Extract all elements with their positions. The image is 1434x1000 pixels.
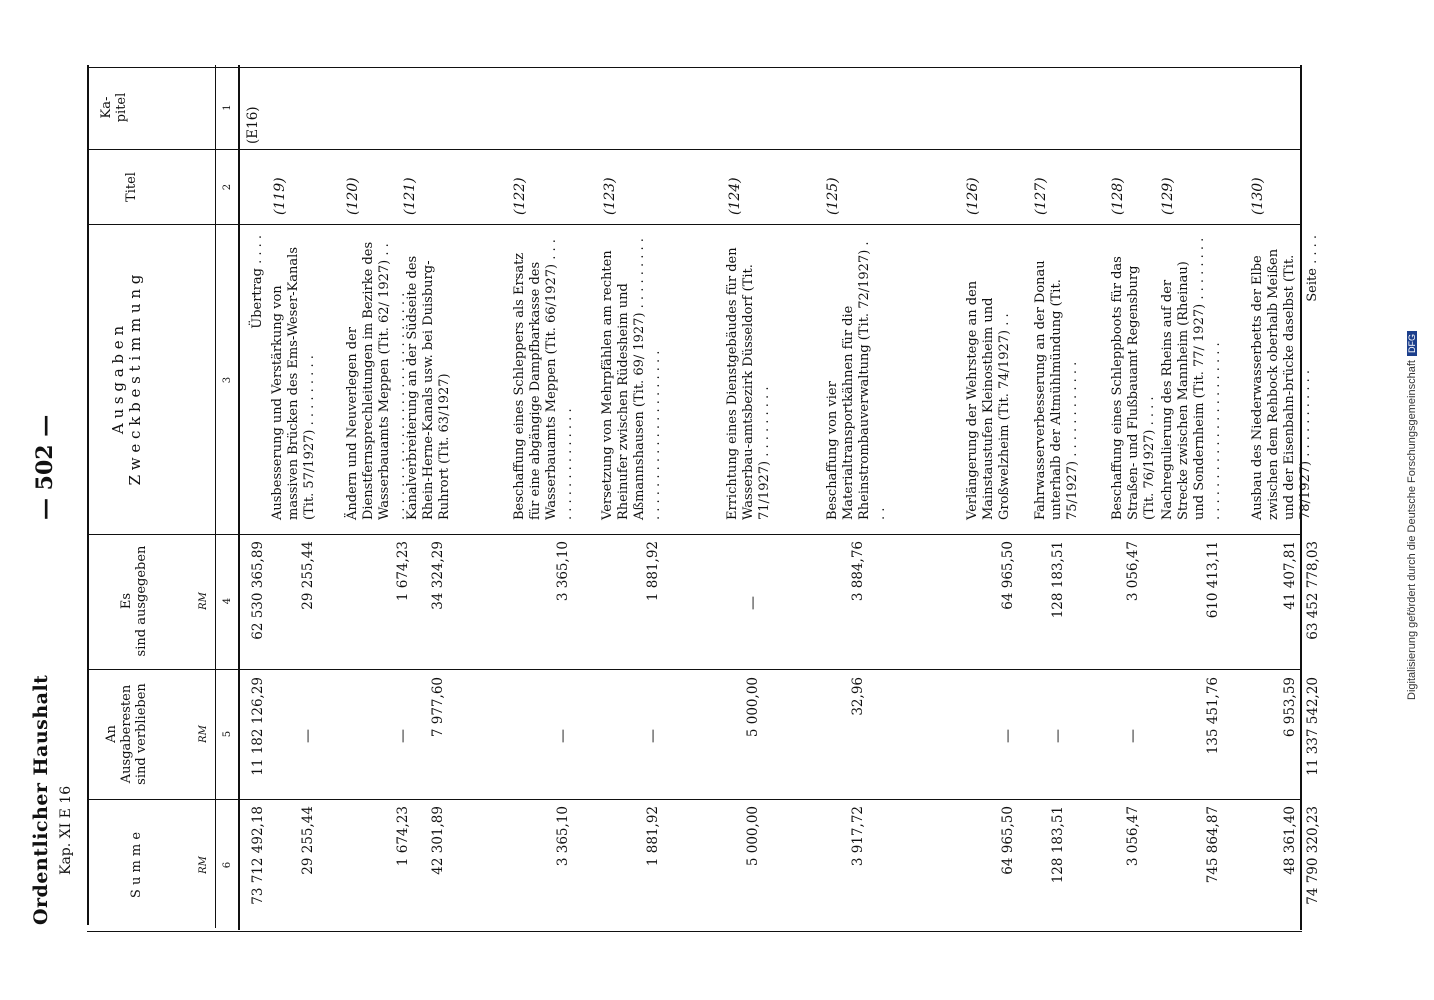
row-124-reste: 5 000,00 <box>745 677 761 738</box>
row-129-reste: 135 451,76 <box>1205 677 1221 755</box>
row-122-ausgegeben: 3 365,10 <box>555 541 571 602</box>
col-header-ausgegeben: Es sind ausgegeben <box>119 545 149 657</box>
row-120-summe: 1 674,23 <box>395 806 411 867</box>
seite-label: Seite . . . . <box>1305 235 1320 302</box>
row-128-ausgegeben: 3 056,47 <box>1125 541 1141 602</box>
col-rule-right <box>87 931 1302 932</box>
row-120-ausgegeben: 1 674,23 <box>395 541 411 602</box>
row-126-ausgegeben: 64 965,50 <box>1000 541 1016 610</box>
row-129-titel: (129) <box>1160 177 1176 215</box>
row-123-desc: Versetzung von Mehrpfählen am rechten Rheinufer zwischen Rüdesheim und Aßmannshausen (Tit. 69/ 1927) . . . . . . . . . . . . . . . . . . . . . . . . . . . . . . <box>600 238 663 520</box>
row-130-titel: (130) <box>1250 177 1266 215</box>
row-120-reste: — <box>395 729 411 743</box>
row-uebertrag-ausgegeben: 62 530 365,89 <box>250 541 266 640</box>
row-119-ausgegeben: 29 255,44 <box>300 541 316 610</box>
table-top-rule <box>87 65 89 925</box>
col-header-summe: S u m m e <box>129 831 144 899</box>
row-127-reste: — <box>1050 729 1066 743</box>
row-124-titel: (124) <box>727 177 743 215</box>
row-129-summe: 745 864,87 <box>1205 806 1221 884</box>
row-126-reste: — <box>1000 729 1016 743</box>
row-126-titel: (126) <box>965 177 981 215</box>
digitization-credit <box>1406 331 1418 700</box>
kapitel-code: (E16) <box>245 106 261 144</box>
row-130-desc: Ausbau des Niederwasserbetts der Elbe zwischen dem Rehbock oberhalb Meißen und der Eisenbahn-brücke daselbst (Tit. 78/1927) . . . . . . . . . . . <box>1250 248 1313 520</box>
row-127-desc: Fahrwasserverbesserung an der Donau unterhalb der Altmühlmündung (Tit. 75/1927) . . . . . . . . . . . . <box>1033 260 1080 520</box>
row-129-ausgegeben: 610 413,11 <box>1205 541 1221 619</box>
row-124-desc: Errichtung eines Dienstgebäudes für den Wasserbau-amtsbezirk Düsseldorf (Tit. 71/1927) . . . . . . . . . <box>725 247 772 520</box>
col-rule-1-2 <box>87 149 1302 150</box>
row-119-reste: — <box>300 729 316 743</box>
row-128-reste: — <box>1125 729 1141 743</box>
row-121-reste: 7 977,60 <box>430 677 446 738</box>
seite-summe: 74 790 320,23 <box>1305 806 1321 905</box>
row-122-desc: Beschaffung eines Schleppers als Ersatz für eine abgängige Dampfbarkasse des Wasserbauamts Meppen (Tit. 66/1927) . . . . . . . . . . . . . . . . . <box>512 239 575 520</box>
page-header-title: Ordentlicher Haushalt <box>30 674 52 925</box>
row-123-reste: — <box>645 729 661 743</box>
col-header-zweckbestimmung: A u s g a b e n Z w e c k b e s t i m m u n g <box>109 274 145 486</box>
unit-col5: RM <box>198 725 209 743</box>
page-number: — 502 — <box>32 414 58 520</box>
row-123-ausgegeben: 1 881,92 <box>645 541 661 602</box>
row-130-reste: 6 953,59 <box>1282 677 1298 738</box>
col-number-5: 5 <box>222 730 233 738</box>
row-123-titel: (123) <box>602 177 618 215</box>
col-number-4: 4 <box>222 597 233 605</box>
row-121-summe: 42 301,89 <box>430 806 446 875</box>
credit-text: Digitalisierung gefördert durch die Deutsche Forschungsgemeinschaft <box>1406 360 1418 700</box>
row-uebertrag-summe: 73 712 492,18 <box>250 806 266 905</box>
row-122-reste: — <box>555 729 571 743</box>
row-128-titel: (128) <box>1110 177 1126 215</box>
col-header-ausgabereste: An Ausgaberesten sind verblieben <box>104 683 149 785</box>
row-129-desc: Nachregulierung des Rheins auf der Strecke zwischen Mannheim (Rheinau) und Sondernheim (Tit. 77/ 1927) . . . . . . . . . . . . . . . . . . . . . . . . . . . . . . <box>1160 237 1223 520</box>
row-119-summe: 29 255,44 <box>300 806 316 875</box>
unit-col6: RM <box>198 856 209 874</box>
row-uebertrag-label: Übertrag . . . . <box>250 235 265 329</box>
row-uebertrag-reste: 11 182 126,29 <box>250 677 266 776</box>
col-rule-left <box>87 67 1302 68</box>
row-125-titel: (125) <box>825 177 841 215</box>
row-125-summe: 3 917,72 <box>850 806 866 867</box>
row-121-titel: (121) <box>402 177 418 215</box>
row-124-ausgegeben: — <box>745 596 761 610</box>
col-rule-3-4 <box>87 534 1302 535</box>
seite-ausgegeben: 63 452 778,03 <box>1305 541 1321 640</box>
row-130-summe: 48 361,40 <box>1282 806 1298 875</box>
row-122-titel: (122) <box>512 177 528 215</box>
row-125-ausgegeben: 3 884,76 <box>850 541 866 602</box>
dfg-logo: DFG <box>1407 331 1417 356</box>
row-128-summe: 3 056,47 <box>1125 806 1141 867</box>
col-rule-5-6 <box>87 799 1302 800</box>
col-rule-2-3 <box>87 224 1302 225</box>
col-number-3: 3 <box>222 376 233 384</box>
page-header-chapter: Kap. XI E 16 <box>58 785 74 875</box>
row-126-summe: 64 965,50 <box>1000 806 1016 875</box>
row-127-ausgegeben: 128 183,51 <box>1050 541 1066 619</box>
col-header-kapitel: Ka- pitel <box>99 92 129 123</box>
row-119-desc: Ausbesserung und Verstärkung von massiven Brücken des Ems-Weser-Kanals (Tit. 57/1927) . . . . . . . . . <box>270 247 317 520</box>
row-121-ausgegeben: 34 324,29 <box>430 541 446 610</box>
row-124-summe: 5 000,00 <box>745 806 761 867</box>
seite-reste: 11 337 542,20 <box>1305 677 1321 776</box>
row-120-titel: (120) <box>345 177 361 215</box>
row-123-summe: 1 881,92 <box>645 806 661 867</box>
numbers-bottom-rule <box>238 65 240 930</box>
row-127-titel: (127) <box>1033 177 1049 215</box>
row-121-desc: Kanalverbreiterung an der Südseite des Rhein-Herne-Kanals usw. bei Duisburg-Ruhrort (Tit. 63/1927) <box>405 255 452 520</box>
col-header-titel: Titel <box>124 172 139 202</box>
row-126-desc: Verlängerung der Wehrstege an den Mainstaustufen Kleinostheim und Großwelzheim (Tit. 74/1927) . . <box>965 280 1012 520</box>
row-119-titel: (119) <box>272 177 288 215</box>
row-128-desc: Beschaffung eines Schleppboots für das Straßen- und Flußbauamt Regensburg (Tit. 76/1927) . . . . <box>1110 256 1157 520</box>
row-122-summe: 3 365,10 <box>555 806 571 867</box>
col-number-2: 2 <box>222 183 233 191</box>
col-number-6: 6 <box>222 861 233 869</box>
row-127-summe: 128 183,51 <box>1050 806 1066 884</box>
col-number-1: 1 <box>222 104 233 111</box>
row-125-reste: 32,96 <box>850 677 866 716</box>
row-125-desc: Beschaffung von vier Materialtransportkähnen für die Rheinstrombauverwaltung (Tit. 72/1927) . . . <box>825 241 888 520</box>
unit-col4: RM <box>198 592 209 610</box>
row-130-ausgegeben: 41 407,81 <box>1282 541 1298 610</box>
row-120-desc: Ändern und Neuverlegen der Dienstfernsprechleitungen im Bezirke des Wasserbauamts Meppen (Tit. 62/ 1927) . . . . . . . . . . . . . . . . . . . . . . . . . . . . . . <box>345 241 408 520</box>
col-rule-4-5 <box>87 669 1302 670</box>
